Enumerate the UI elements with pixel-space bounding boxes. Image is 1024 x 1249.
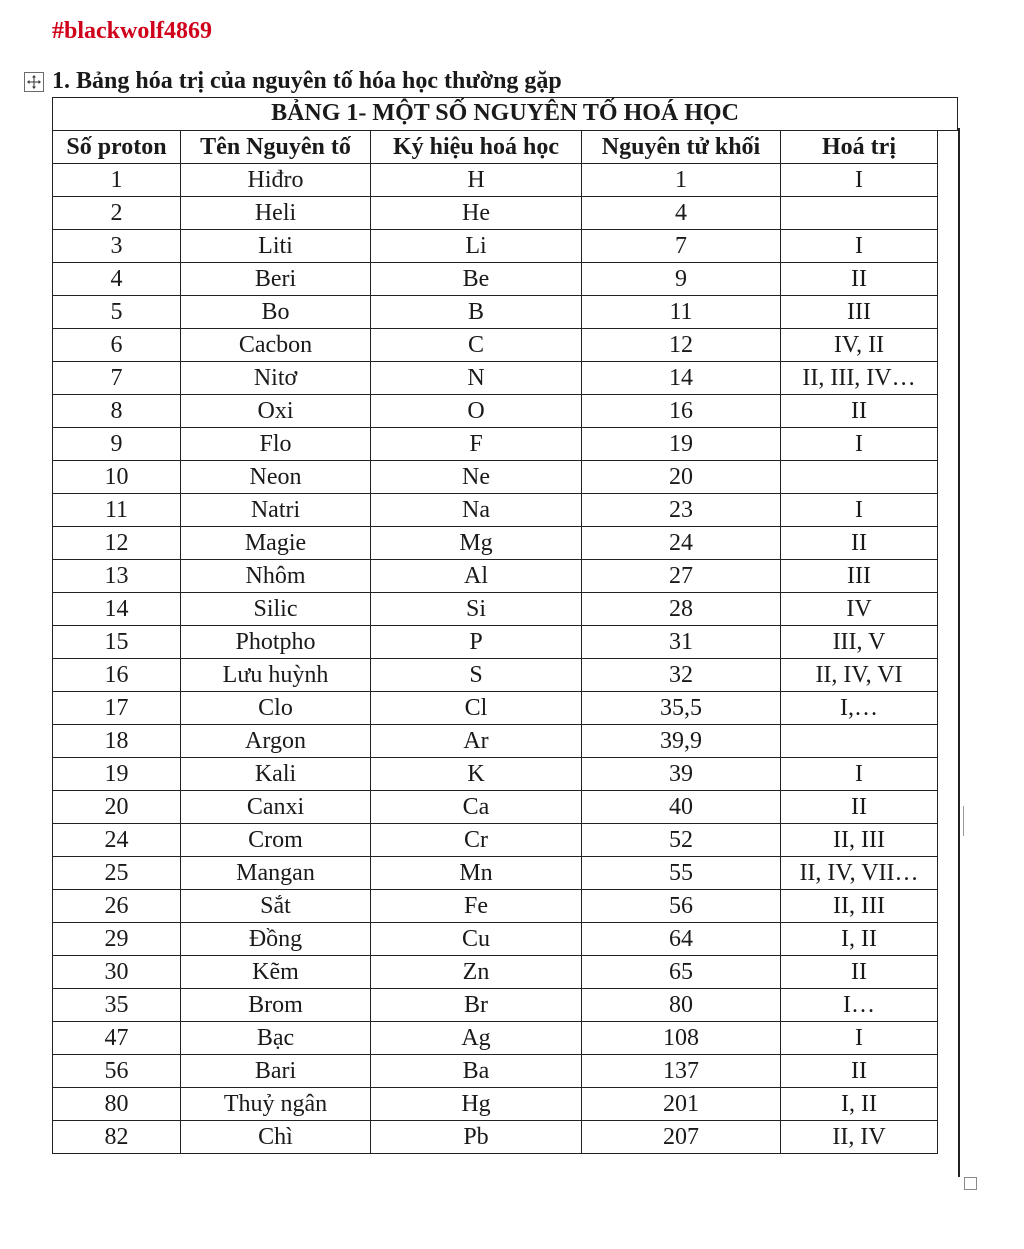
cell-proton: 14 [53,593,181,626]
cell-atomic-mass: 32 [582,659,781,692]
cell-proton: 29 [53,923,181,956]
section-heading: 1. Bảng hóa trị của nguyên tố hóa học thường gặp [52,68,562,94]
cell-symbol: H [371,164,582,197]
cell-atomic-mass: 56 [582,890,781,923]
cell-element-name: Photpho [181,626,371,659]
cell-valence: II, IV, VI [781,659,938,692]
cell-valence: I, II [781,923,938,956]
cell-atomic-mass: 14 [582,362,781,395]
cell-symbol: Cl [371,692,582,725]
cell-symbol: B [371,296,582,329]
cell-element-name: Nitơ [181,362,371,395]
cell-symbol: Ca [371,791,582,824]
cell-atomic-mass: 9 [582,263,781,296]
cell-proton: 4 [53,263,181,296]
table-row [53,659,938,692]
cell-valence: II, IV, VII… [781,857,938,890]
cell-proton: 9 [53,428,181,461]
table-title: BẢNG 1- MỘT SỐ NGUYÊN TỐ HOÁ HỌC [52,97,958,131]
cell-valence: II [781,956,938,989]
table-row [53,1022,938,1055]
table-row [53,1055,938,1088]
cell-symbol: K [371,758,582,791]
table-outer-border [958,128,960,1177]
cell-element-name: Bo [181,296,371,329]
cell-atomic-mass: 35,5 [582,692,781,725]
table-row [53,296,938,329]
cell-symbol: Be [371,263,582,296]
cell-element-name: Neon [181,461,371,494]
table-row [53,1121,938,1154]
cell-element-name: Kẽm [181,956,371,989]
table-row [53,395,938,428]
cell-proton: 8 [53,395,181,428]
header-proton: Số proton [53,131,181,164]
cell-valence: II [781,263,938,296]
cell-symbol: Na [371,494,582,527]
cell-element-name: Clo [181,692,371,725]
cell-valence [781,725,938,758]
cell-atomic-mass: 4 [582,197,781,230]
cell-element-name: Mangan [181,857,371,890]
cell-atomic-mass: 65 [582,956,781,989]
cell-element-name: Canxi [181,791,371,824]
cell-proton: 35 [53,989,181,1022]
table-row [53,923,938,956]
cell-proton: 7 [53,362,181,395]
cell-symbol: He [371,197,582,230]
cell-valence: I [781,428,938,461]
cell-element-name: Argon [181,725,371,758]
cell-element-name: Flo [181,428,371,461]
watermark-tag: #blackwolf4869 [52,18,213,44]
cell-symbol: Li [371,230,582,263]
cell-element-name: Thuỷ ngân [181,1088,371,1121]
cell-proton: 16 [53,659,181,692]
cell-element-name: Cacbon [181,329,371,362]
cell-valence: IV [781,593,938,626]
table-row [53,593,938,626]
cell-atomic-mass: 16 [582,395,781,428]
cell-valence: II, III [781,890,938,923]
cell-proton: 80 [53,1088,181,1121]
cell-valence: III, V [781,626,938,659]
cell-valence: II [781,527,938,560]
cell-proton: 15 [53,626,181,659]
cell-valence: II [781,395,938,428]
header-row [53,131,938,164]
cell-symbol: Ba [371,1055,582,1088]
table-row [53,197,938,230]
cell-element-name: Đồng [181,923,371,956]
table-row [53,824,938,857]
table-row [53,857,938,890]
header-valence: Hoá trị [781,131,938,164]
cell-symbol: Ar [371,725,582,758]
cell-symbol: Cr [371,824,582,857]
cell-symbol: Ne [371,461,582,494]
cell-valence: I [781,230,938,263]
table-row [53,329,938,362]
cell-valence: II [781,791,938,824]
table-move-handle-icon[interactable] [24,72,44,92]
cell-proton: 30 [53,956,181,989]
cell-element-name: Oxi [181,395,371,428]
header-element-name: Tên Nguyên tố [181,131,371,164]
cell-valence: II, III [781,824,938,857]
cell-valence: III [781,296,938,329]
table-row [53,461,938,494]
cell-atomic-mass: 201 [582,1088,781,1121]
table-row [53,725,938,758]
cell-atomic-mass: 39,9 [582,725,781,758]
cell-element-name: Hiđro [181,164,371,197]
cell-element-name: Sắt [181,890,371,923]
cell-atomic-mass: 1 [582,164,781,197]
cell-proton: 1 [53,164,181,197]
cell-valence: II [781,1055,938,1088]
cell-proton: 13 [53,560,181,593]
cell-valence: I… [781,989,938,1022]
cell-atomic-mass: 207 [582,1121,781,1154]
cell-valence [781,461,938,494]
cell-atomic-mass: 80 [582,989,781,1022]
cell-symbol: Fe [371,890,582,923]
cell-symbol: S [371,659,582,692]
cell-atomic-mass: 52 [582,824,781,857]
cell-element-name: Liti [181,230,371,263]
table-row [53,494,938,527]
cell-proton: 12 [53,527,181,560]
cell-atomic-mass: 11 [582,296,781,329]
cell-symbol: O [371,395,582,428]
cell-element-name: Natri [181,494,371,527]
table-row [53,626,938,659]
cell-symbol: Br [371,989,582,1022]
cell-atomic-mass: 19 [582,428,781,461]
cell-symbol: Zn [371,956,582,989]
cell-proton: 11 [53,494,181,527]
table-header [53,131,938,164]
cell-atomic-mass: 27 [582,560,781,593]
cell-symbol: Al [371,560,582,593]
cell-symbol: Mg [371,527,582,560]
cell-valence: I [781,494,938,527]
cell-element-name: Magie [181,527,371,560]
table-row [53,560,938,593]
cell-symbol: N [371,362,582,395]
cell-proton: 20 [53,791,181,824]
cell-valence: I, II [781,1088,938,1121]
cell-proton: 19 [53,758,181,791]
cell-valence: IV, II [781,329,938,362]
cell-proton: 25 [53,857,181,890]
cell-atomic-mass: 64 [582,923,781,956]
table-row [53,263,938,296]
table-body [53,164,938,1154]
cell-atomic-mass: 12 [582,329,781,362]
cell-element-name: Crom [181,824,371,857]
cell-symbol: Hg [371,1088,582,1121]
cell-proton: 26 [53,890,181,923]
cell-element-name: Nhôm [181,560,371,593]
cell-element-name: Brom [181,989,371,1022]
table-row [53,230,938,263]
table-row [53,890,938,923]
cell-element-name: Silic [181,593,371,626]
cell-symbol: Si [371,593,582,626]
cell-valence: I [781,164,938,197]
cell-symbol: Ag [371,1022,582,1055]
cell-symbol: Mn [371,857,582,890]
cell-symbol: C [371,329,582,362]
table-row [53,791,938,824]
cell-symbol: P [371,626,582,659]
cell-valence: III [781,560,938,593]
table-row [53,758,938,791]
cell-proton: 5 [53,296,181,329]
cell-element-name: Lưu huỳnh [181,659,371,692]
cell-proton: 24 [53,824,181,857]
table-row [53,1088,938,1121]
cell-proton: 82 [53,1121,181,1154]
cell-element-name: Beri [181,263,371,296]
cell-symbol: F [371,428,582,461]
cell-valence: I [781,758,938,791]
cell-atomic-mass: 7 [582,230,781,263]
cell-atomic-mass: 24 [582,527,781,560]
cell-valence [781,197,938,230]
table-row [53,164,938,197]
cell-proton: 47 [53,1022,181,1055]
cell-atomic-mass: 137 [582,1055,781,1088]
cell-symbol: Cu [371,923,582,956]
cell-proton: 10 [53,461,181,494]
table-row [53,989,938,1022]
cell-atomic-mass: 108 [582,1022,781,1055]
cell-element-name: Chì [181,1121,371,1154]
cell-element-name: Bari [181,1055,371,1088]
table-row [53,362,938,395]
cell-proton: 17 [53,692,181,725]
cell-atomic-mass: 31 [582,626,781,659]
elements-table [52,130,938,1154]
cell-symbol: Pb [371,1121,582,1154]
cell-atomic-mass: 23 [582,494,781,527]
table-row [53,692,938,725]
cell-element-name: Bạc [181,1022,371,1055]
cell-valence: I,… [781,692,938,725]
table-row [53,527,938,560]
cell-element-name: Heli [181,197,371,230]
table-row [53,428,938,461]
cell-proton: 6 [53,329,181,362]
cell-atomic-mass: 55 [582,857,781,890]
cell-proton: 3 [53,230,181,263]
column-resize-marker[interactable] [963,806,964,836]
cell-atomic-mass: 28 [582,593,781,626]
table-resize-handle[interactable] [964,1177,977,1190]
cell-atomic-mass: 20 [582,461,781,494]
cell-atomic-mass: 40 [582,791,781,824]
cell-proton: 18 [53,725,181,758]
header-symbol: Ký hiệu hoá học [371,131,582,164]
cell-valence: II, IV [781,1121,938,1154]
header-atomic-mass: Nguyên tử khối [582,131,781,164]
cell-proton: 56 [53,1055,181,1088]
cell-atomic-mass: 39 [582,758,781,791]
cell-valence: I [781,1022,938,1055]
cell-proton: 2 [53,197,181,230]
cell-element-name: Kali [181,758,371,791]
table-row [53,956,938,989]
cell-valence: II, III, IV… [781,362,938,395]
